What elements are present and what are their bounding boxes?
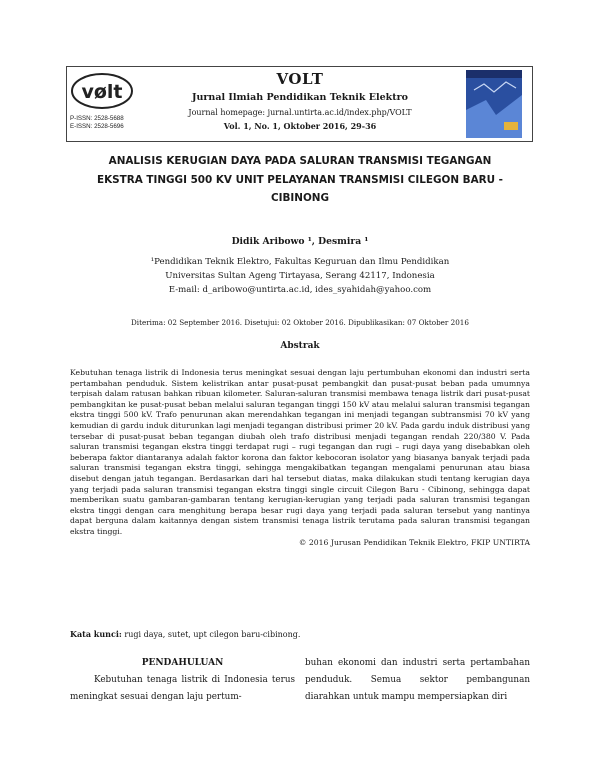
body-paragraph: Kebutuhan tenaga listrik di Indonesia terus meningkat sesuai dengan laju pertum- [70, 675, 295, 702]
keywords-value: rugi daya, sutet, upt cilegon baru-cibinong. [124, 630, 301, 639]
issn-print: P-ISSN: 2528-5688 [70, 115, 124, 122]
abstract-text: Kebutuhan tenaga listrik di Indonesia terus meningkat sesuai dengan laju pertumbuhan ekonomi dan industri serta pertambahan penduduk. Sistem kelistrikan antar pusat-pusat pembangkit dan pusat-pusat beban pada umumnya terpisah dalam ratusan bahkan ribuan kilometer. Saluran-saluran transmisi membawa tenaga listrik dari pusat-pusat pembangkitan ke pusat-pusat beban melalui saluran tegangan tinggi 150 kV atau melalui saluran transmisi tegangan ekstra tinggi 500 kV. Trafo penurunan akan merendahkan tegangan ini menjadi tegangan subtransmisi 70 kV yang kemudian di gardu induk diturunkan lagi menjadi tegangan distribusi primer 20 kV. Pada gardu induk distribusi yang tersebar di pusat-pusat beban tegangan diubah oleh trafo distribusi menjadi tegangan rendah 220/380 V. Pada saluran transmisi tegangan ekstra tinggi terdapat rugi – rugi tegangan dan rugi – rugi daya yang disebabkan oleh beberapa faktor diantaranya adalah faktor korona dan faktor kebocoran isolator yang biasanya banyak terjadi pada saluran transmisi tegangan ekstra tinggi, sehingga mengakibatkan tegangan mengalami penurunan atau biasa disebut dengan jatuh tegangan. Berdasarkan dari hal tersebut diatas, maka dilakukan studi tentang kerugian daya yang terjadi pada saluran transmisi tegangan ekstra tinggi single circuit Cilegon Baru - Cibinong, sehingga dapat memberikan suatu gambaran-gambaran tentang kerugian-kerugian yang terjadi pada saluran transmisi tegangan ekstra tinggi dengan cara menghitung berapa besar rugi daya yang terjadi pada saluran tersebut yang nantinya dapat berguna dalam kaitannya dengan sistem transmisi tenaga listrik terutama pada saluran transmisi tegangan ekstra tinggi. [70, 368, 530, 536]
journal-name: VOLT [276, 70, 324, 88]
body-paragraph: buhan ekonomi dan industri serta pertambahan penduduk. Semua sektor pembangunan diarahkan untuk mampu mempersiapkan diri [305, 658, 530, 702]
section-heading: PENDAHULUAN [141, 658, 224, 668]
issn-online: E-ISSN: 2528-5696 [70, 122, 124, 130]
authors: Didik Aribowo ¹, Desmira ¹ [231, 236, 369, 247]
title-line: CIBINONG [270, 192, 330, 204]
copyright: © 2016 Jurusan Pendidikan Teknik Elektro, FKIP UNTIRTA [298, 537, 530, 547]
keywords [70, 629, 300, 639]
affiliation [60, 255, 540, 297]
article-dates: Diterima: 02 September 2016. Disetujui: 02 Oktober 2016. Dipublikasikan: 07 Oktober 2016 [131, 318, 469, 327]
body-column-right [305, 655, 530, 706]
body-column-left [70, 655, 295, 706]
abstract-heading: Abstrak [280, 341, 320, 351]
abstract [70, 368, 530, 548]
logo-text: vølt [81, 81, 123, 103]
title-line: ANALISIS KERUGIAN DAYA PADA SALURAN TRANSMISI TEGANGAN [108, 155, 492, 167]
affiliation-line: ¹Pendidikan Teknik Elektro, Fakultas Keguruan dan Ilmu Pendidikan [150, 257, 450, 267]
issn-block [70, 115, 124, 130]
journal-subtitle: Jurnal Ilmiah Pendidikan Teknik Elektro [192, 92, 408, 103]
journal-cover-image [466, 70, 522, 138]
journal-volume: Vol. 1, No. 1, Oktober 2016, 29-36 [223, 121, 377, 131]
article-title [60, 152, 540, 208]
affiliation-line: Universitas Sultan Ageng Tirtayasa, Serang 42117, Indonesia [165, 271, 435, 281]
affiliation-email: E-mail: d_aribowo@untirta.ac.id, ides_syahidah@yahoo.com [168, 285, 432, 295]
title-line: EKSTRA TINGGI 500 KV UNIT PELAYANAN TRANSMISI CILEGON BARU - [97, 173, 503, 186]
keywords-label: Kata kunci: [70, 629, 122, 639]
volt-logo [70, 72, 134, 110]
journal-homepage: Journal homepage: jurnal.untirta.ac.id/index.php/VOLT [188, 108, 412, 117]
